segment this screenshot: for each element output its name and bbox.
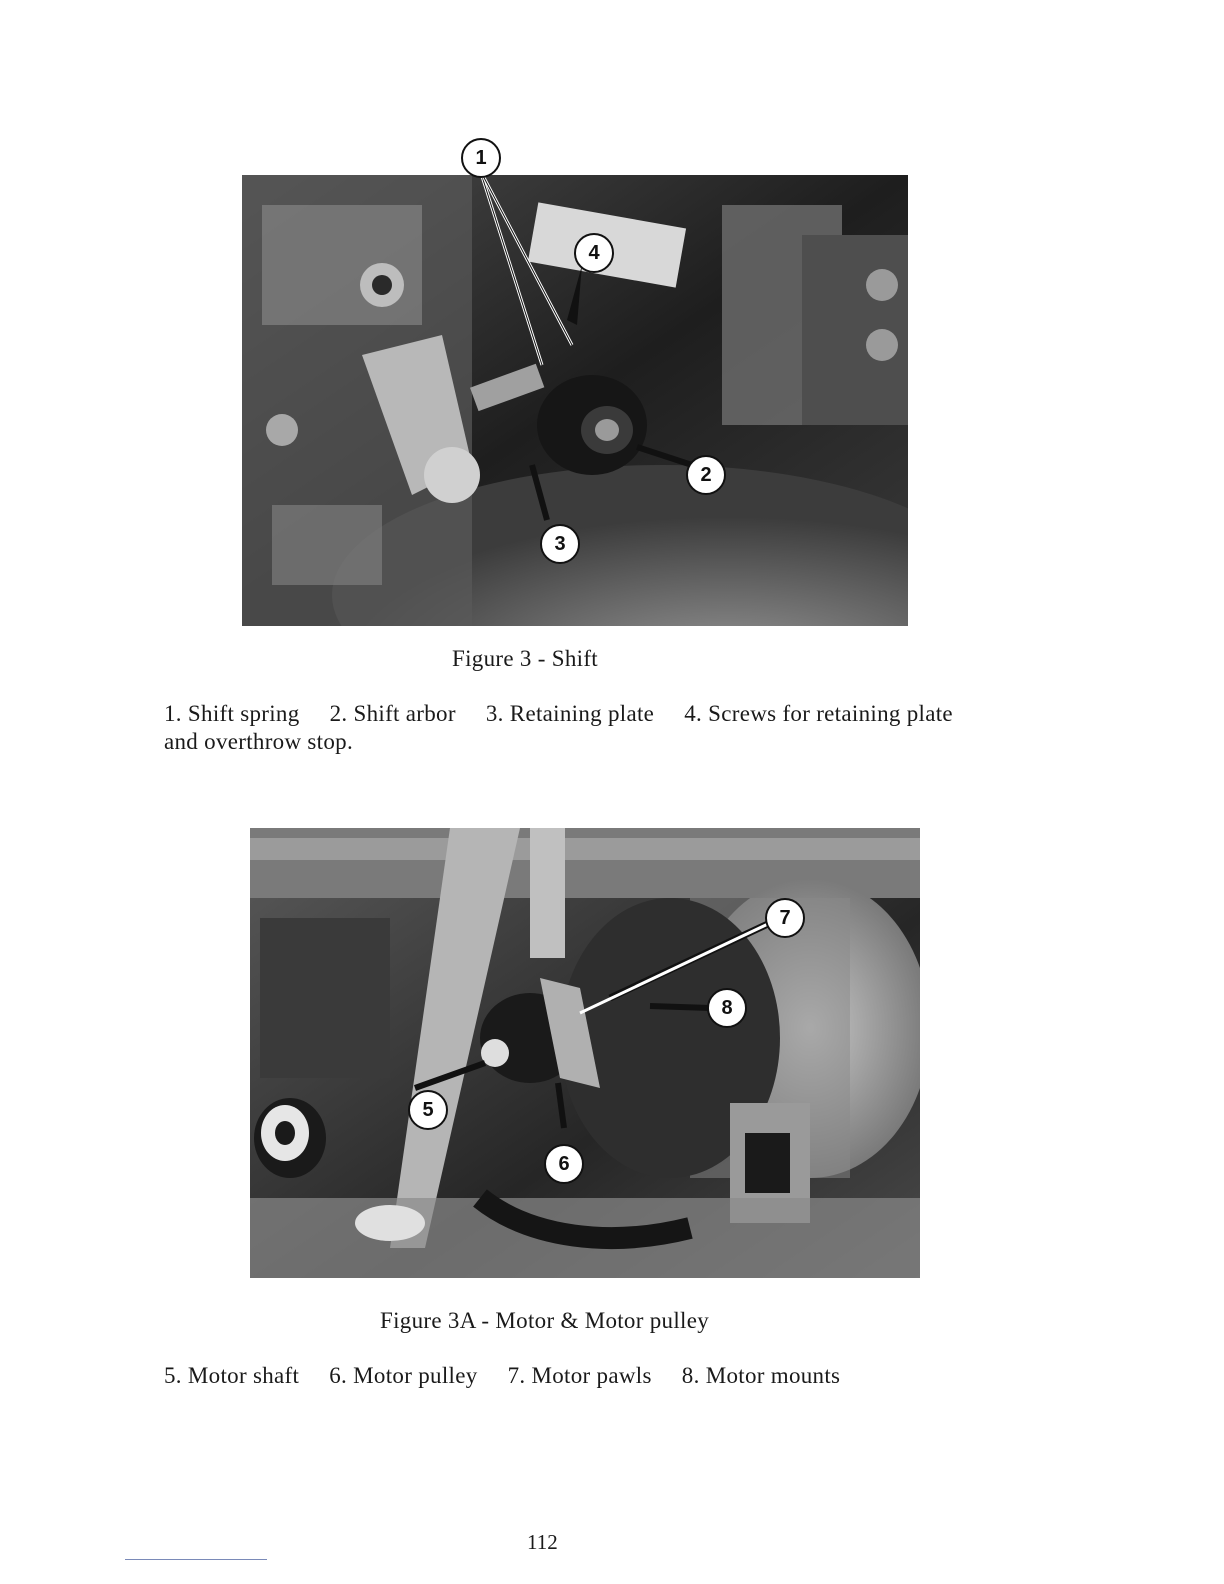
callout-4: 4 — [574, 233, 614, 273]
figure-3-photo — [242, 175, 908, 626]
callout-1: 1 — [461, 138, 501, 178]
legend-item: 7. Motor pawls — [507, 1363, 652, 1388]
callout-3: 3 — [540, 524, 580, 564]
legend-item: 6. Motor pulley — [329, 1363, 478, 1388]
figure-3a-legend — [164, 1362, 1064, 1390]
figure-3a-photo — [250, 828, 920, 1278]
motor-pulley-photo — [250, 828, 920, 1278]
page-number: 112 — [527, 1530, 558, 1554]
callout-5: 5 — [408, 1090, 448, 1130]
legend-item: 2. Shift arbor — [329, 701, 456, 726]
legend-item: 5. Motor shaft — [164, 1363, 300, 1388]
legend-item: 4. Screws for retaining plate and overthrow stop. — [164, 701, 953, 754]
legend-item: 3. Retaining plate — [485, 701, 655, 726]
shift-mechanism-photo — [242, 175, 908, 626]
callout-8: 8 — [707, 988, 747, 1028]
footnote-rule — [125, 1559, 267, 1560]
callout-7: 7 — [765, 898, 805, 938]
callout-6: 6 — [544, 1144, 584, 1184]
figure-3-legend — [164, 700, 984, 756]
figure-3a-caption: Figure 3A - Motor & Motor pulley — [380, 1308, 710, 1333]
legend-item: 1. Shift spring — [164, 701, 300, 726]
callout-2: 2 — [686, 455, 726, 495]
legend-item: 8. Motor mounts — [681, 1363, 841, 1388]
figure-3-caption: Figure 3 - Shift — [452, 646, 598, 671]
